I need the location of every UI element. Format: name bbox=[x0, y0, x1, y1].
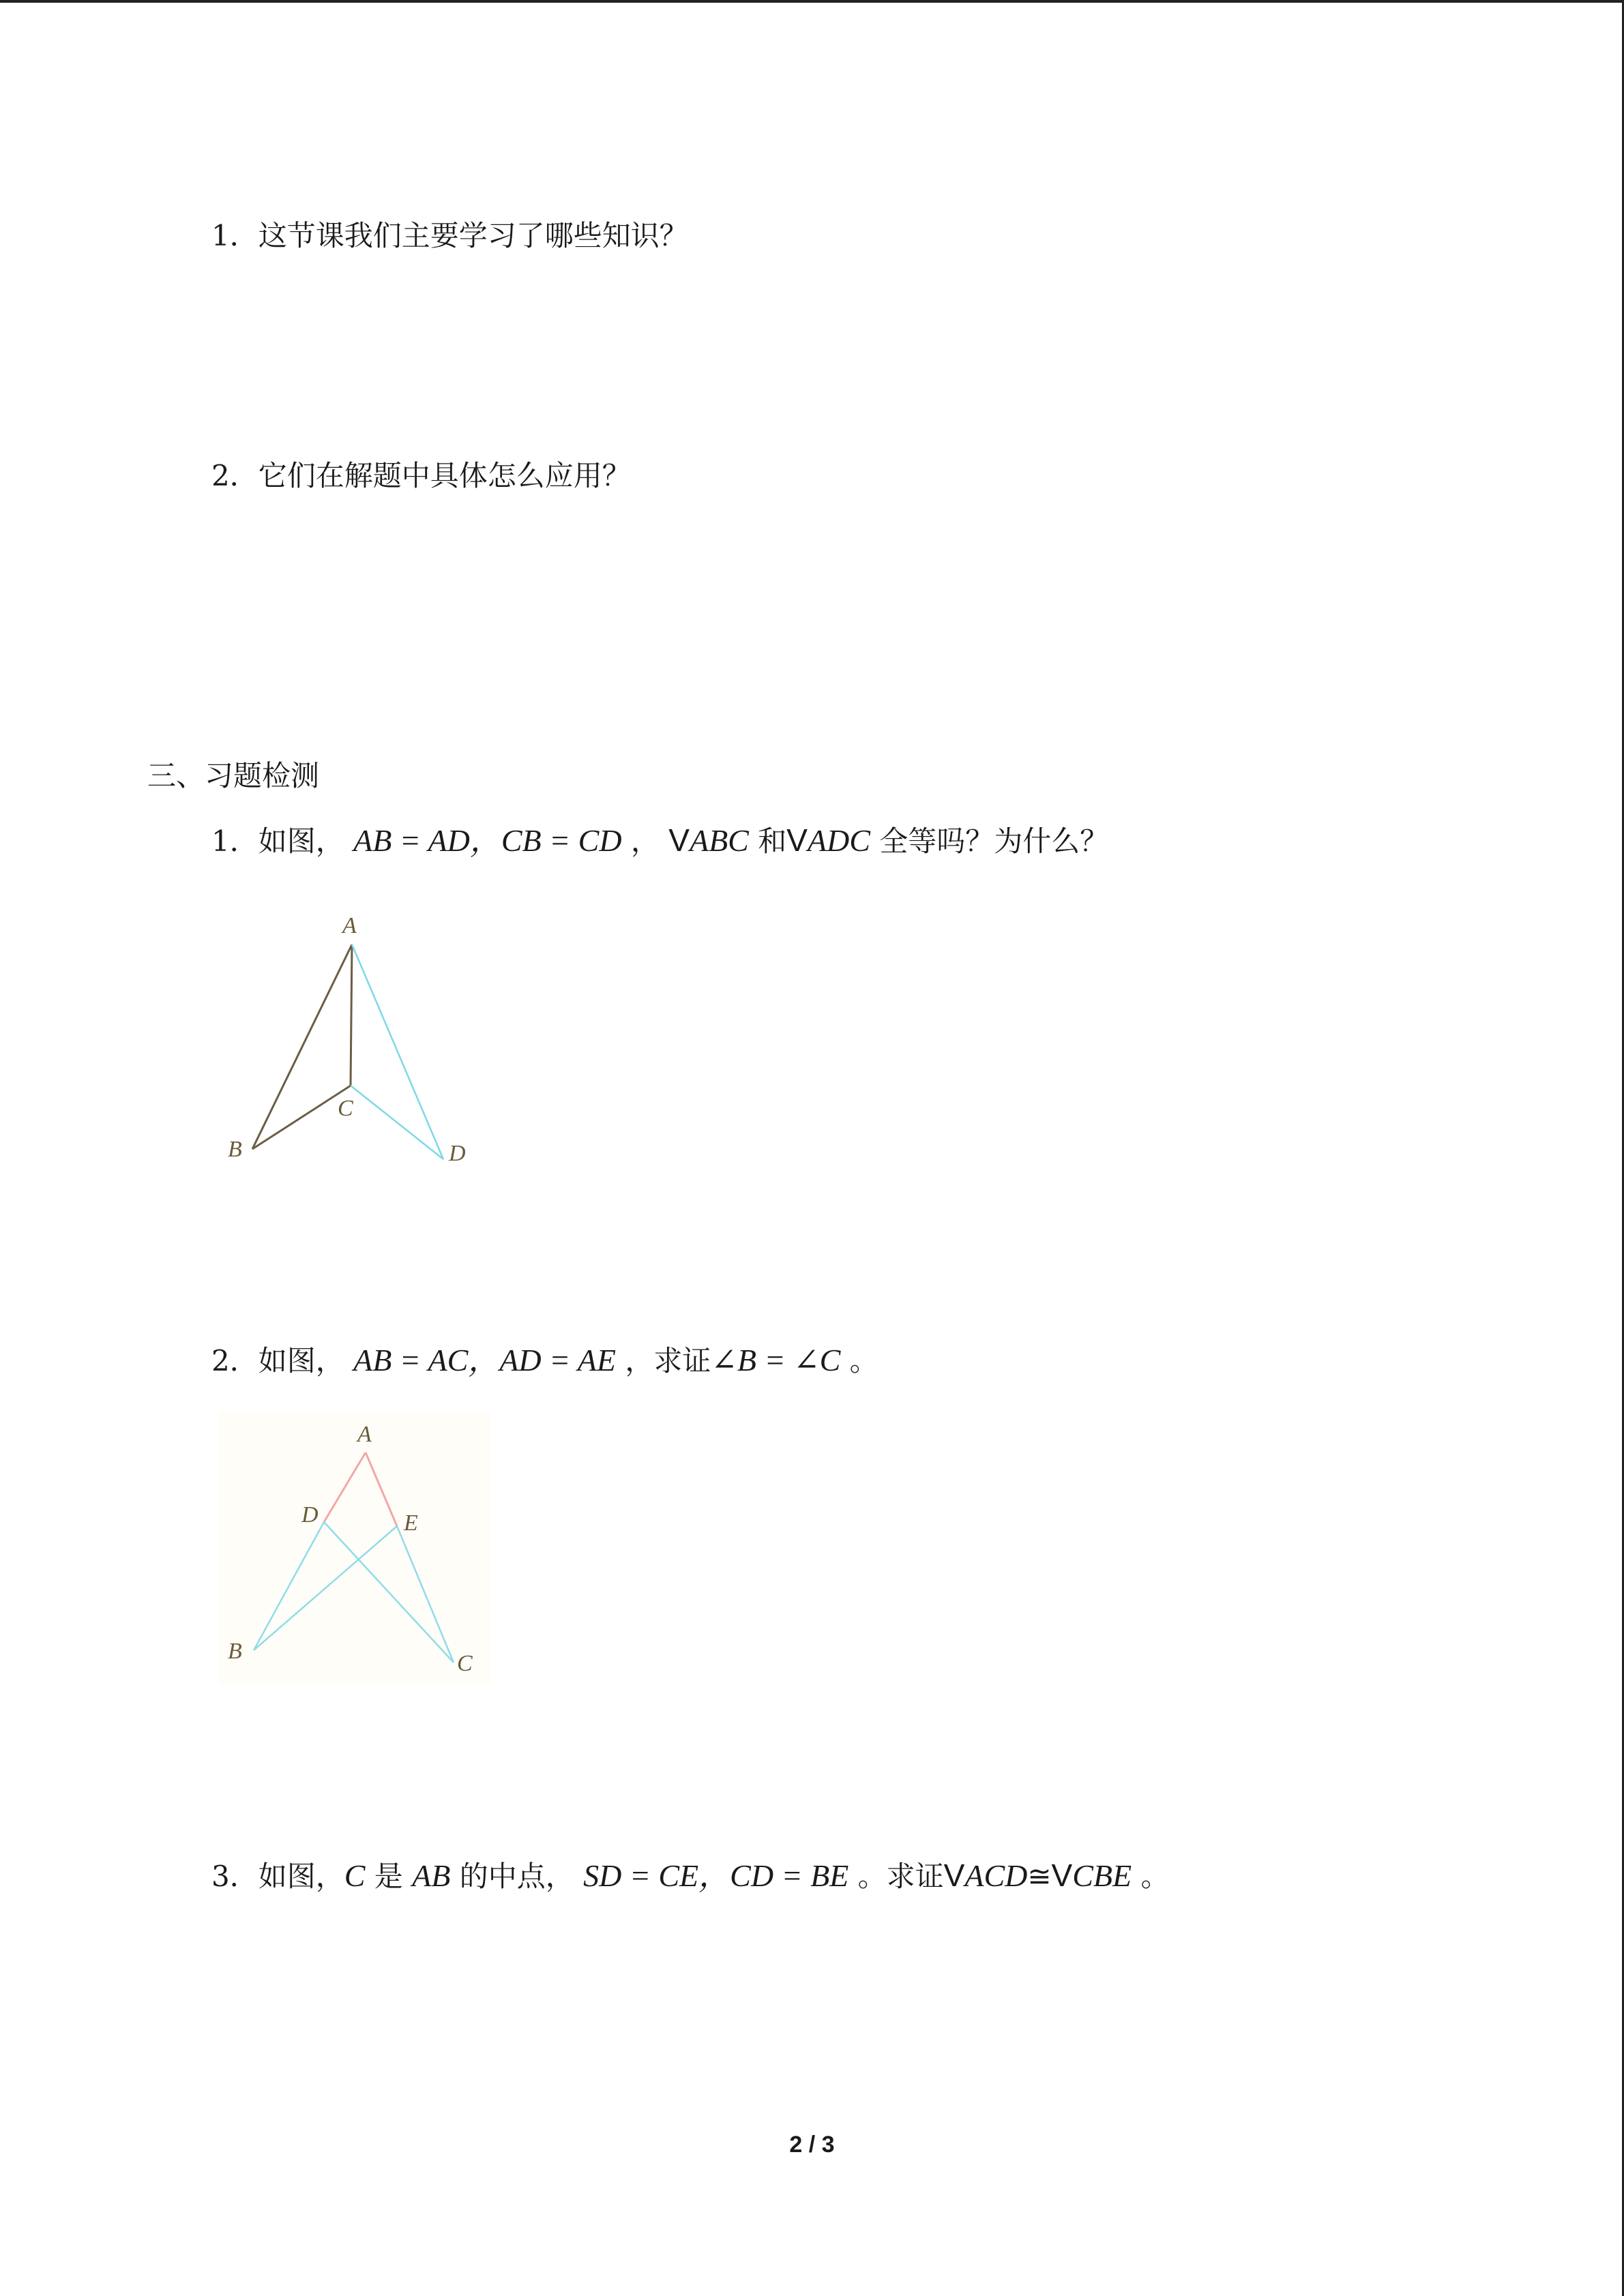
problem-1-and: 和 bbox=[758, 824, 787, 858]
figure-background bbox=[218, 1412, 491, 1684]
problem-3-is: 是 bbox=[374, 1860, 403, 1893]
problem-1-comma: ， bbox=[630, 824, 660, 858]
summary-question-2: 2．它们在解题中具体怎么应用？ bbox=[211, 459, 631, 492]
problem-2-mid: ，求证 bbox=[625, 1344, 711, 1377]
problem-2-figure bbox=[218, 1412, 505, 1684]
label-c: C bbox=[338, 1096, 353, 1121]
problem-2-claim: ∠B = ∠C bbox=[711, 1343, 841, 1377]
problem-1-condition: AB = AD，CB = CD bbox=[353, 823, 622, 858]
problem-1-figure bbox=[218, 907, 491, 1173]
problem-3-end: 。 bbox=[1140, 1860, 1170, 1893]
congruent-symbol: ≅ bbox=[1027, 1860, 1052, 1893]
problem-2-prefix: 2．如图， bbox=[211, 1344, 344, 1377]
segment-ad bbox=[352, 944, 443, 1159]
problem-3-condition: SD = CE，CD = BE bbox=[583, 1858, 849, 1893]
summary-question-1: 1．这节课我们主要学习了哪些知识？ bbox=[211, 219, 688, 252]
problem-1-question: 全等吗？为什么？ bbox=[879, 824, 1109, 858]
problem-3-mid: 。求证 bbox=[857, 1860, 944, 1893]
label-e: E bbox=[404, 1510, 418, 1536]
problem-3-midpoint: 的中点， bbox=[459, 1860, 574, 1893]
triangle-symbol: V bbox=[943, 1858, 965, 1893]
problem-1-triangle-1: ABC bbox=[689, 823, 749, 858]
problem-3-triangle-1: ACD bbox=[964, 1858, 1028, 1893]
problem-1-prefix: 1．如图， bbox=[211, 824, 344, 858]
problem-3 bbox=[211, 1855, 1170, 1897]
label-c: C bbox=[457, 1651, 473, 1676]
label-d: D bbox=[449, 1141, 466, 1166]
problem-2 bbox=[211, 1340, 879, 1382]
problem-2-end: 。 bbox=[849, 1344, 879, 1377]
problem-3-prefix: 3．如图， bbox=[211, 1860, 344, 1893]
label-d: D bbox=[301, 1502, 319, 1527]
problem-2-condition: AB = AC，AD = AE bbox=[353, 1343, 617, 1377]
problem-3-point: C bbox=[344, 1858, 366, 1893]
problem-1-triangle-2: ADC bbox=[807, 823, 870, 858]
problem-3-segment: AB bbox=[412, 1858, 451, 1893]
segment-ac bbox=[351, 944, 352, 1086]
triangle-symbol: V bbox=[786, 822, 808, 858]
label-a: A bbox=[342, 913, 357, 938]
problem-3-triangle-2: CBE bbox=[1072, 1858, 1132, 1893]
page-number: 2 / 3 bbox=[789, 2132, 835, 2158]
segment-cd bbox=[351, 1086, 443, 1159]
label-b: B bbox=[228, 1639, 242, 1664]
section-title: 三、习题检测 bbox=[147, 759, 320, 792]
label-b: B bbox=[228, 1137, 242, 1162]
label-a: A bbox=[357, 1422, 372, 1447]
top-border bbox=[0, 0, 1624, 3]
triangle-symbol: V bbox=[1051, 1858, 1073, 1893]
problem-1 bbox=[211, 820, 1108, 862]
triangle-symbol: V bbox=[668, 822, 690, 858]
